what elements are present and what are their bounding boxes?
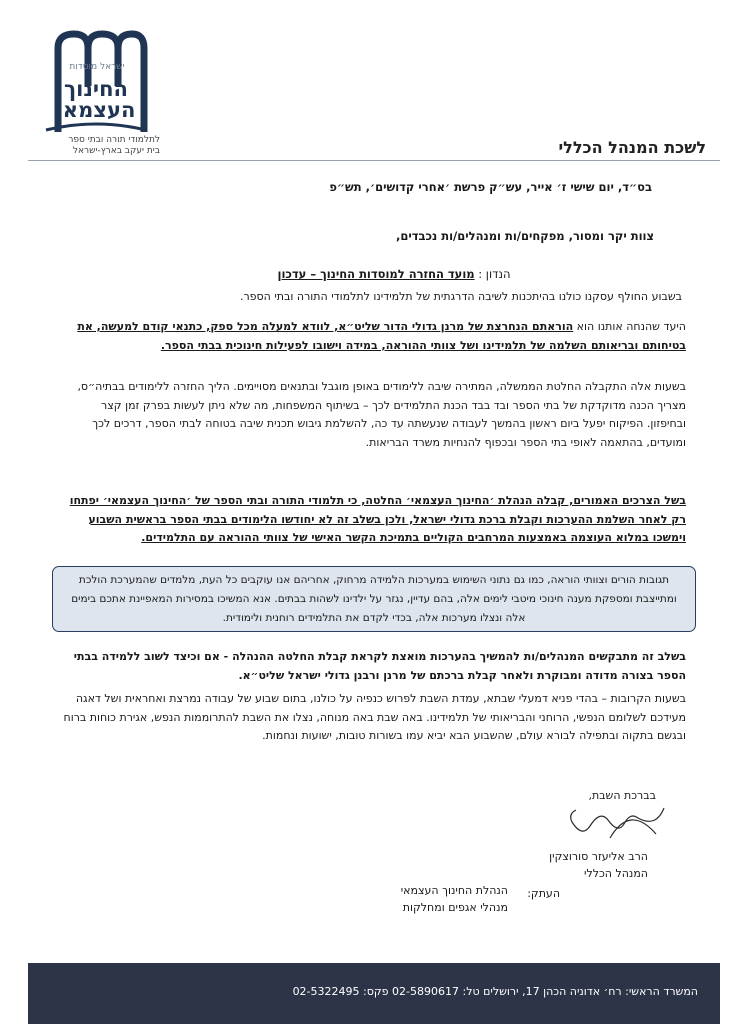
logo-name-line2: העצמאי [56,98,136,122]
paragraph-3: בשעות אלה התקבלה החלטת הממשלה, המתירה שיבה ללימודים באופן מוגבל ובתנאים מסויימים. הליך החזרה ללימודים בבתיה״ס, מצריך הכנה מדוקדקת של בתי הספר ובד בבד הכנת התלמידים לכך – בשיתוף המשפחות, מה שלא ניתן לעשות בפרק זמן קצר ובחיפזון. הפיקוח יפעל ביום ראשון בהמשך לעבודה שנעשתה עד כה, להשלמת גיבוש תכנית שיבה בטוחה לבתי הספר, דרכים לכך ומועדים, בהתאמה לאופי בתי הספר ובכפוף להנחיות משרד הבריאות. [77,380,686,449]
header-divider [28,160,720,161]
office-title: לשכת המנהל הכללי [558,138,706,157]
signer-name: הרב אליעזר סורוצקין [549,850,648,863]
handwritten-signature [560,798,670,844]
footer-bar [28,963,720,1024]
letter-subject [40,267,748,281]
paragraph-2-intro: היעד שהנחה אותנו הוא [573,320,686,333]
subject-text: מועד החזרה למוסדות החינוך – עדכון [277,267,475,281]
closing-blessing: בברכת השבת, [588,789,656,802]
subject-label: הנדון : [478,267,511,281]
logo-subtitle-line1: לתלמודי תורה ובתי ספר [68,135,160,145]
notice-box: תגובות הורים וצוותי הוראה, כמו גם נתוני השימוש במערכות הלמידה מרחוק, אחריהם אנו עוקבים כל העת, מלמדים שהמערכת הולכת ומתייצבת ומספקת מענה חינוכי מיטבי לימים אלה, בהם עדיין, נגזר על ילדינו לשהות בבתים. אנא המשיכו במסירות המאפיינת אתכם בימים אלה ונצלו מערכות אלה, בכדי לקדם את התלמידים רוחנית ולימודית. [52,566,696,632]
paragraph-4-decision: בשל הצרכים האמורים, קבלה הנהלת ׳החינוך העצמאי׳ החלטה, כי תלמודי התורה ובתי הספר של ׳החינוך העצמאי׳ יפתחו רק לאחר השלמת ההערכות וקבלת ברכת גדולי ישראל, ולכן בשלב זה לא יחודשו הלימודים בבתי הספר בראשית השבוע וימשכו במלוא העוצמה באמצעות המרחבים הקוליים בתמיכת הקשר האישי של צוותי ההוראה עם התלמידים. [69,494,686,544]
logo-subtitle-line2: בית יעקב בארץ-ישראל [72,146,160,156]
cc-line-2: מנהלי אגפים ומחלקות [402,901,508,914]
cc-line-1: הנהלת החינוך העצמאי [400,884,508,897]
paragraph-6: בשעות הקרובות – בהדי פניא דמעלי שבתא, עמדת השבת לפרוש כנפיה על כולנו, בתום שבוע של עבודה נמרצת ואחראית ושל דאגה מעידכם לשלומם הנפשי, הרוחני והבריאותי של תלמידינו. באה שבת באה מנוחה, נצלו את השבת להתרוממות הנפש, אגירת כוחות ברוח ובגשם בתקוה ובתפילה לבורא עולם, שהשבוע הבא יביא עמו בשורות טובות, ישועות ונחמות. [63,692,686,742]
cc-recipients [401,882,508,916]
logo-top-line: ישראל מוסדות [69,62,125,72]
logo-name-line1: החינוך [64,77,128,101]
footer-contact: המשרד הראשי: רח׳ אדוניה הכהן 17, ירושלים טל: 02-5890617 פקס: 02-5322495 [292,985,698,998]
paragraph-5: בשלב זה מתבקשים המנהלים/ות להמשיך בהערכות מואצת לקראת קבלת החלטה ההנהלה - אם וכיצד לשוב ללמידה בבתי הספר בצורה מדודה ומבוקרת ולאחר קבלת ברכתם של מרנן ורבנן גדולי ישראל שליט״א. [73,650,686,682]
paragraph-1: בשבוע החולף עסקנו כולנו בהיתכנות לשיבה הדרגתית של תלמידינו לתלמודי התורה ובתי הספר. [239,290,682,303]
paragraph-2-emphasis: הוראתם הנחרצת של מרנן גדולי הדור שליט״א, לוודא למעלה מכל ספק, כתנאי קודם למעשה, את בטיחותם ובריאותם השלמה של תלמידינו ושל צוותי ההוראה, במידה וישובו לפעילות חינוכית בבתי הספר. [77,320,686,352]
letter-date: בס״ד, יום שישי ז׳ אייר, עש״ק פרשת ׳אחרי קדושים׳, תש״פ [329,180,652,194]
signer-block [549,848,648,882]
letter-greeting: צוות יקר ומסור, מפקחים/ות ומנהלים/ות נכבדים, [395,229,654,243]
signer-title: המנהל הכללי [584,867,648,880]
paragraph-2 [60,318,686,355]
cc-label: העתק: [527,887,560,900]
logo-subtitle [28,135,160,157]
